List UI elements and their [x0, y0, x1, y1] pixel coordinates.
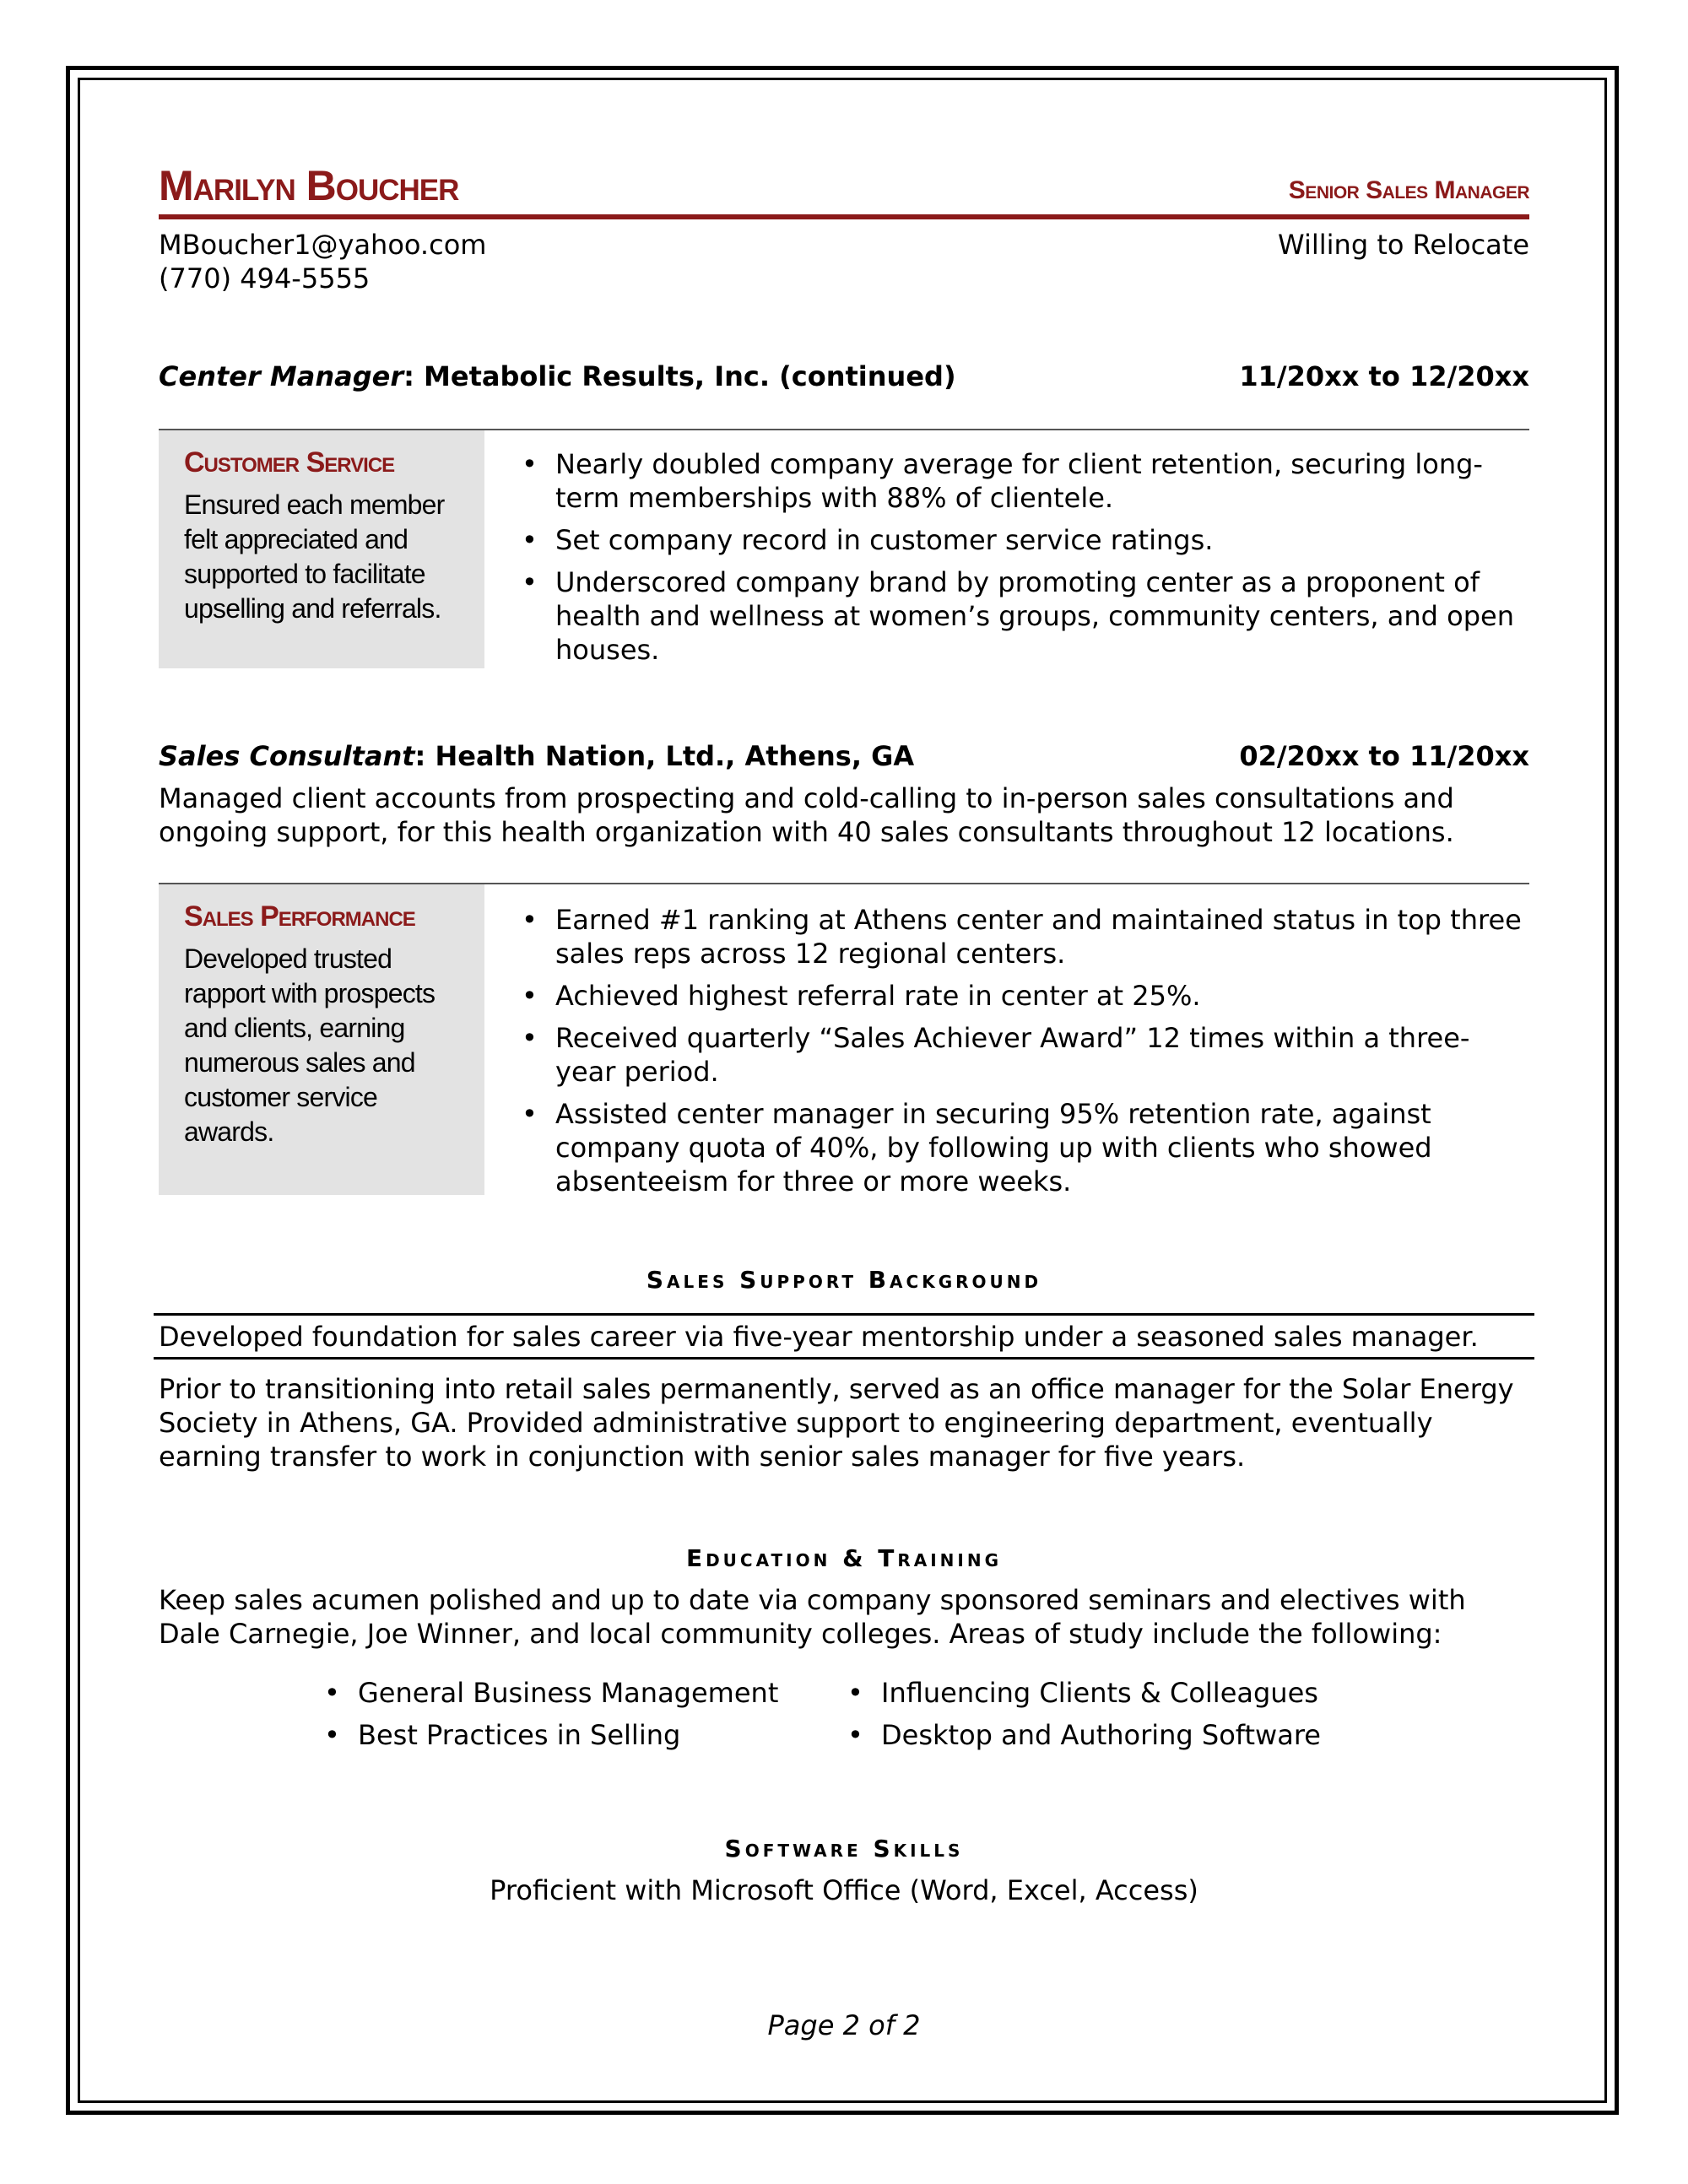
- job-summary: Managed client accounts from prospecting and cold-calling to in-person sales consultations and ongoing support, for this health organization with 40 sales consultants throughout 12 locations.: [159, 782, 1454, 848]
- achievement-list: [522, 903, 1529, 1207]
- list-item: • Achieved highest referral rate in center at 25%.: [522, 979, 1529, 1013]
- highlight-heading: Customer Service: [184, 446, 395, 478]
- candidate-name: Marilyn Boucher: [159, 162, 459, 209]
- section-body: Prior to transitioning into retail sales permanently, served as an office manager for the Solar Energy Society in Athens, GA. Provided administrative support to engineering department, eventually earning transfer to work in conjunction with senior sales manager for five years.: [159, 1373, 1514, 1473]
- job-dates: 11/20xx to 12/20xx: [1239, 360, 1529, 392]
- highlight-box: [159, 884, 484, 1195]
- job-heading: [159, 359, 1529, 393]
- job-title: Center Manager: [159, 360, 404, 392]
- job-title: Sales Consultant: [159, 740, 415, 772]
- contact-email: MBoucher1@yahoo.com: [159, 229, 487, 261]
- section-title: Sales Support Background: [646, 1266, 1042, 1294]
- list-item: • Earned #1 ranking at Athens center and maintained status in top three sales reps across 12 regional centers.: [522, 903, 1529, 970]
- job-dates: 02/20xx to 11/20xx: [1239, 740, 1529, 772]
- candidate-role: Senior Sales Manager: [1288, 176, 1529, 204]
- list-item: • Influencing Clients & Colleagues: [847, 1676, 1321, 1710]
- highlight-body: Developed trusted rapport with prospects and clients, earning numerous sales and customer service awards.: [184, 943, 436, 1147]
- highlight-heading: Sales Performance: [184, 900, 415, 933]
- section-divider: [154, 1357, 1534, 1360]
- job-organization: : Health Nation, Ltd., Athens, GA: [414, 740, 915, 772]
- highlight-body: Ensured each member felt appreciated and supported to facilitate upselling and referrals.: [184, 489, 445, 624]
- list-item: • Best Practices in Selling: [324, 1718, 778, 1752]
- section-lead: Developed foundation for sales career via five-year mentorship under a seasoned sales manager.: [159, 1321, 1479, 1353]
- study-areas-column: [324, 1676, 778, 1760]
- list-item: • Desktop and Authoring Software: [847, 1718, 1321, 1752]
- list-item: • Assisted center manager in securing 95% retention rate, against company quota of 40%, by following up with clients who showed absenteeism for three or more weeks.: [522, 1097, 1529, 1198]
- list-item: • Nearly doubled company average for client retention, securing long-term memberships with 88% of clientele.: [522, 447, 1529, 515]
- highlight-box: [159, 430, 484, 668]
- job-heading: [159, 739, 1529, 773]
- study-areas-column: [847, 1676, 1321, 1760]
- contact-phone: (770) 494-5555: [159, 262, 371, 295]
- header-rule: [159, 214, 1529, 219]
- section-body: Keep sales acumen polished and up to date via company sponsored seminars and electives with Dale Carnegie, Joe Winner, and local community colleges. Areas of study include the following:: [159, 1584, 1466, 1650]
- section-title: Software Skills: [724, 1835, 964, 1862]
- page-number: Page 2 of 2: [767, 2009, 921, 2041]
- job-organization: : Metabolic Results, Inc. (continued): [403, 360, 956, 392]
- section-title: Education & Training: [685, 1544, 1003, 1572]
- relocation-note: Willing to Relocate: [1278, 229, 1529, 261]
- section-body: Proficient with Microsoft Office (Word, Excel, Access): [490, 1874, 1198, 1906]
- list-item: • Underscored company brand by promoting center as a proponent of health and wellness at women’s groups, community centers, and open houses.: [522, 565, 1529, 667]
- list-item: • Received quarterly “Sales Achiever Award” 12 times within a three-year period.: [522, 1021, 1529, 1089]
- achievement-list: [522, 447, 1529, 675]
- list-item: • General Business Management: [324, 1676, 778, 1710]
- list-item: • Set company record in customer service ratings.: [522, 523, 1529, 557]
- section-divider: [154, 1313, 1534, 1316]
